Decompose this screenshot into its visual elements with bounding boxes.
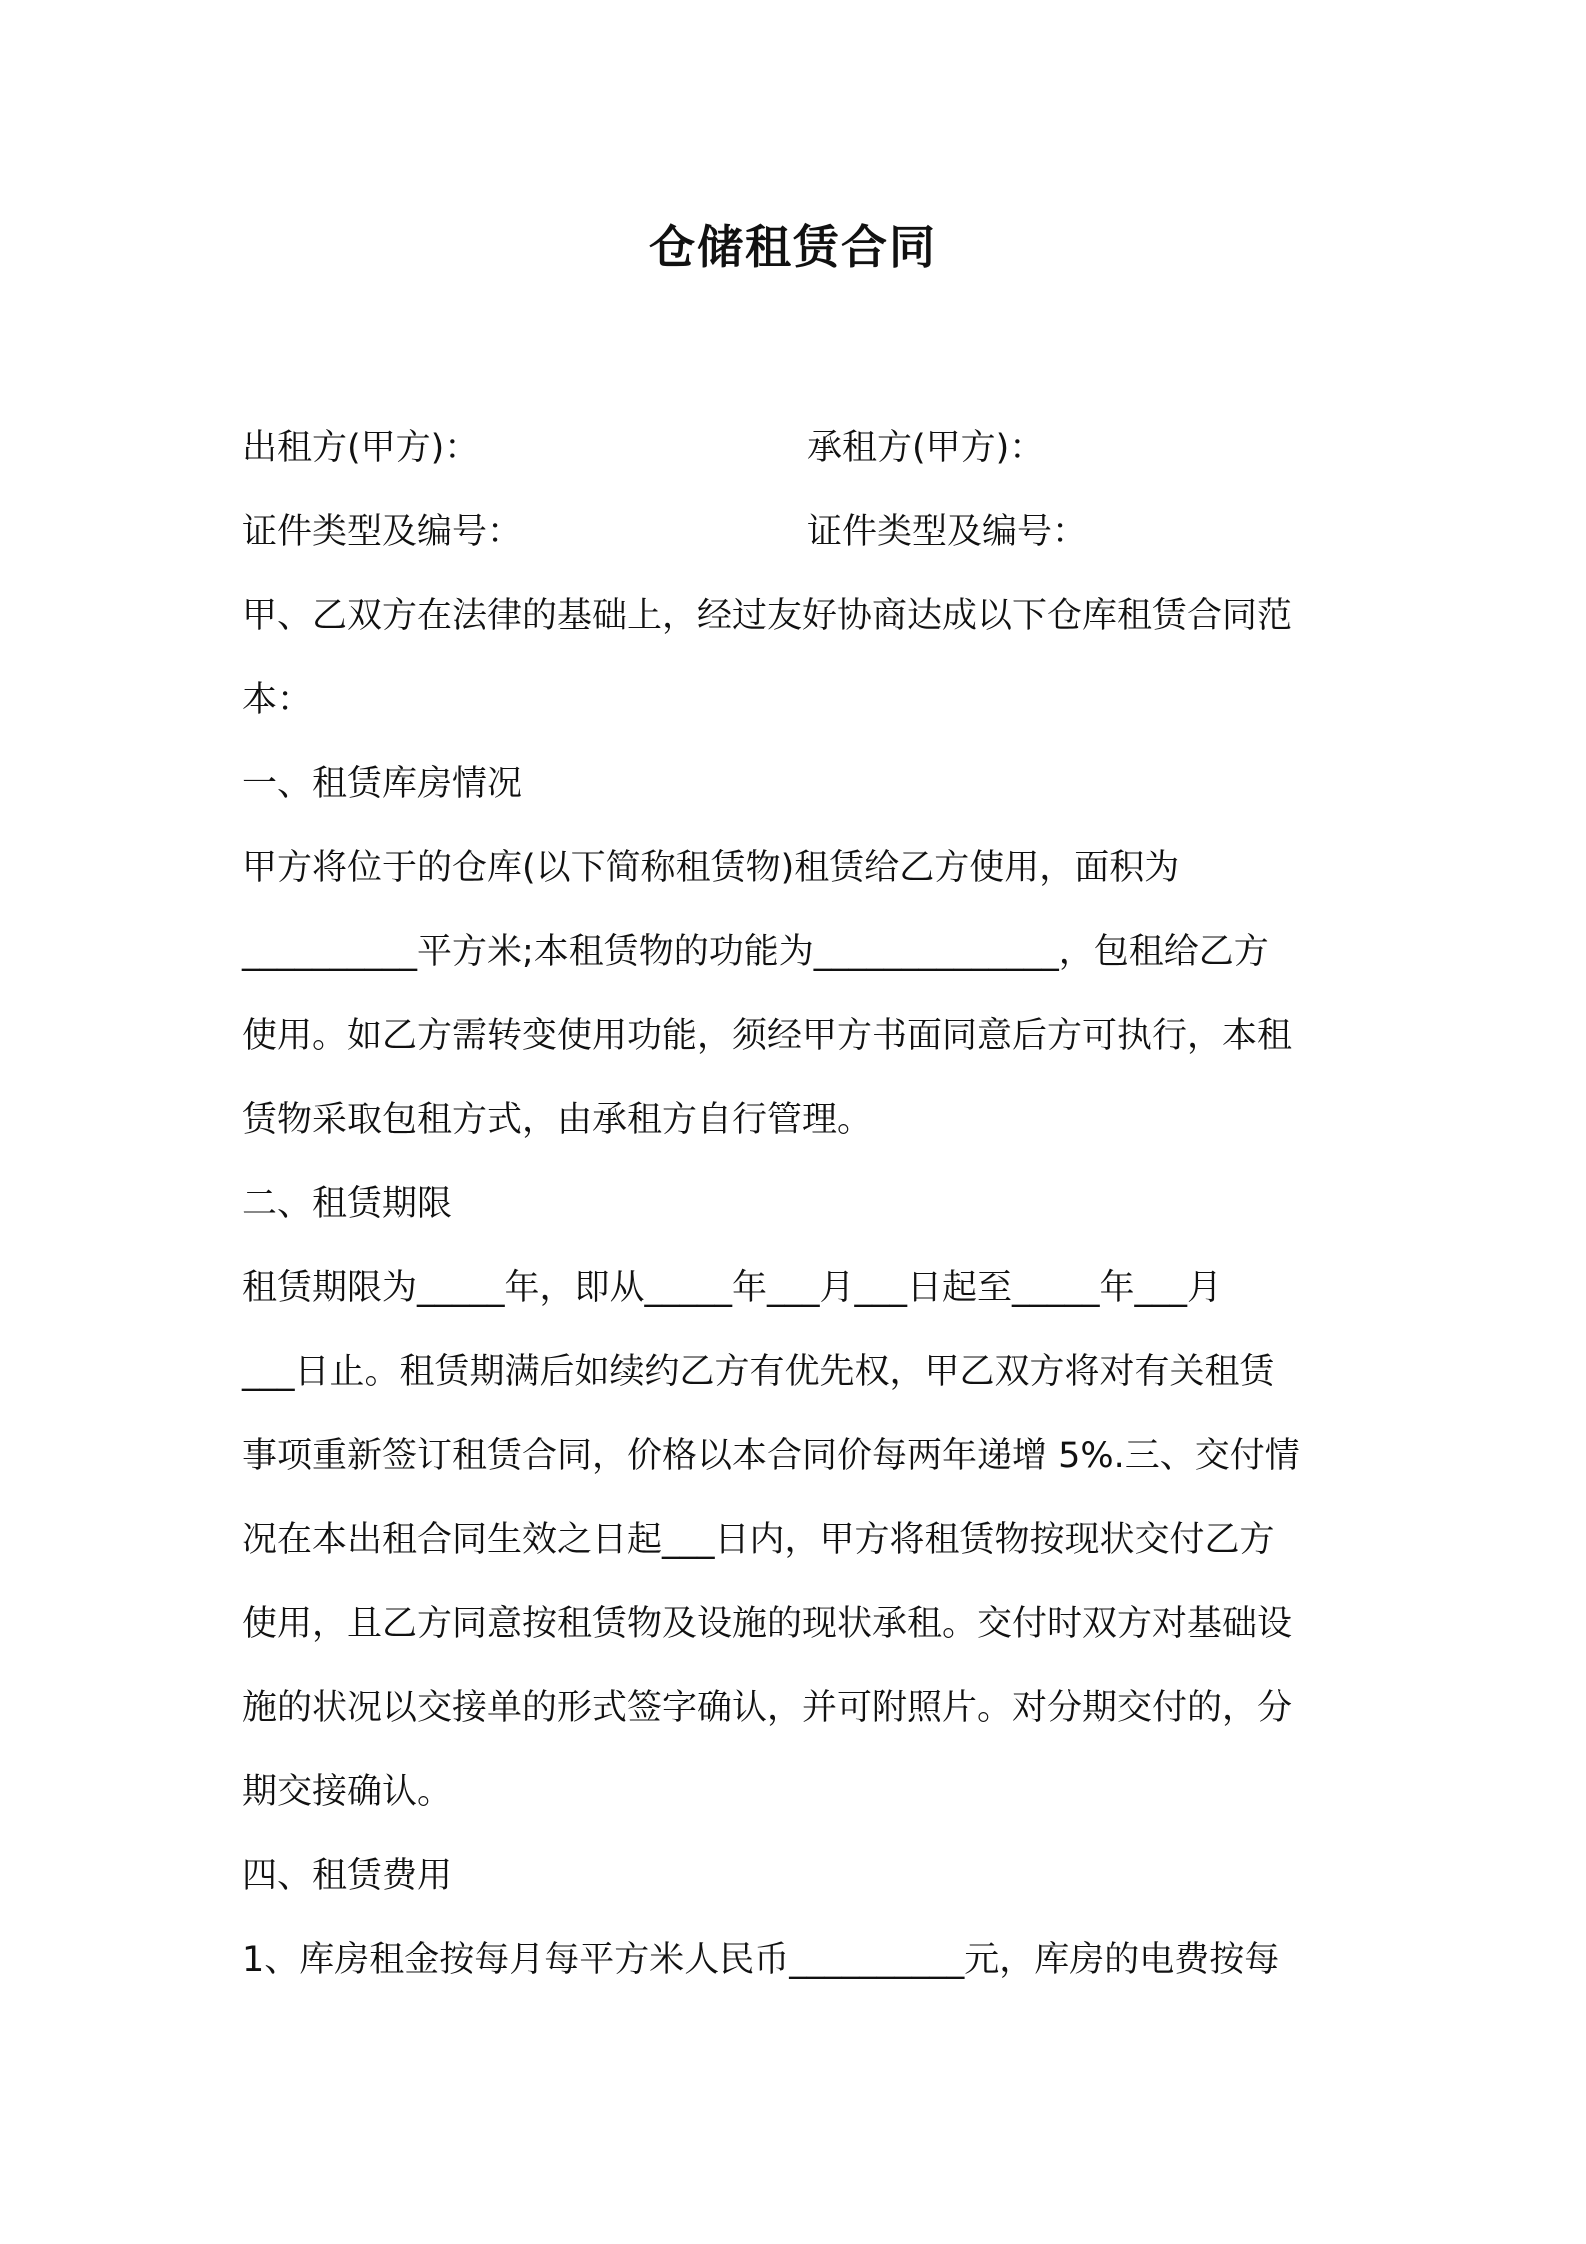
- text-line: ___日止。租赁期满后如续约乙方有优先权，甲乙双方将对有关租赁: [242, 1352, 1275, 1392]
- text-line: 况在本出租合同生效之日起___日内，甲方将租赁物按现状交付乙方: [242, 1520, 1275, 1560]
- text-line: 使用。如乙方需转变使用功能，须经甲方书面同意后方可执行，本租: [242, 1016, 1293, 1056]
- section-heading: 四、租赁费用: [242, 1856, 453, 1896]
- text-line: __________平方米;本租赁物的功能为______________，包租给乙方: [242, 932, 1269, 972]
- text-line: 甲、乙双方在法律的基础上，经过友好协商达成以下仓库租赁合同范: [242, 596, 1293, 636]
- document-body: [242, 406, 1360, 2002]
- text-line: 甲方将位于的仓库(以下简称租赁物)租赁给乙方使用，面积为: [242, 848, 1180, 888]
- document-title: 仓储租赁合同: [649, 220, 937, 274]
- text-line: 使用，且乙方同意按租赁物及设施的现状承租。交付时双方对基础设: [242, 1604, 1293, 1644]
- text-line: 本：: [242, 680, 313, 720]
- party-row: [242, 406, 1360, 490]
- text-line: 租赁期限为_____年，即从_____年___月___日起至_____年___月: [242, 1268, 1223, 1308]
- text-line: 施的状况以交接单的形式签字确认，并可附照片。对分期交付的，分: [242, 1688, 1293, 1728]
- section-heading: 二、租赁期限: [242, 1184, 453, 1224]
- section-heading: 一、租赁库房情况: [242, 764, 523, 804]
- lessor-id-label: 证件类型及编号：: [242, 512, 523, 552]
- lessor-label: 出租方(甲方)：: [242, 428, 480, 468]
- lessee-id-label: 证件类型及编号：: [807, 512, 1088, 552]
- text-line: 1、库房租金按每月每平方米人民币__________元，库房的电费按每: [242, 1940, 1280, 1980]
- text-line: 期交接确认。: [242, 1772, 453, 1812]
- lessee-label: 承租方(甲方)：: [807, 428, 1045, 468]
- text-line: 赁物采取包租方式，由承租方自行管理。: [242, 1100, 873, 1140]
- party-id-row: [242, 490, 1360, 574]
- text-line: 事项重新签订租赁合同，价格以本合同价每两年递增 5%.三、交付情: [242, 1436, 1300, 1476]
